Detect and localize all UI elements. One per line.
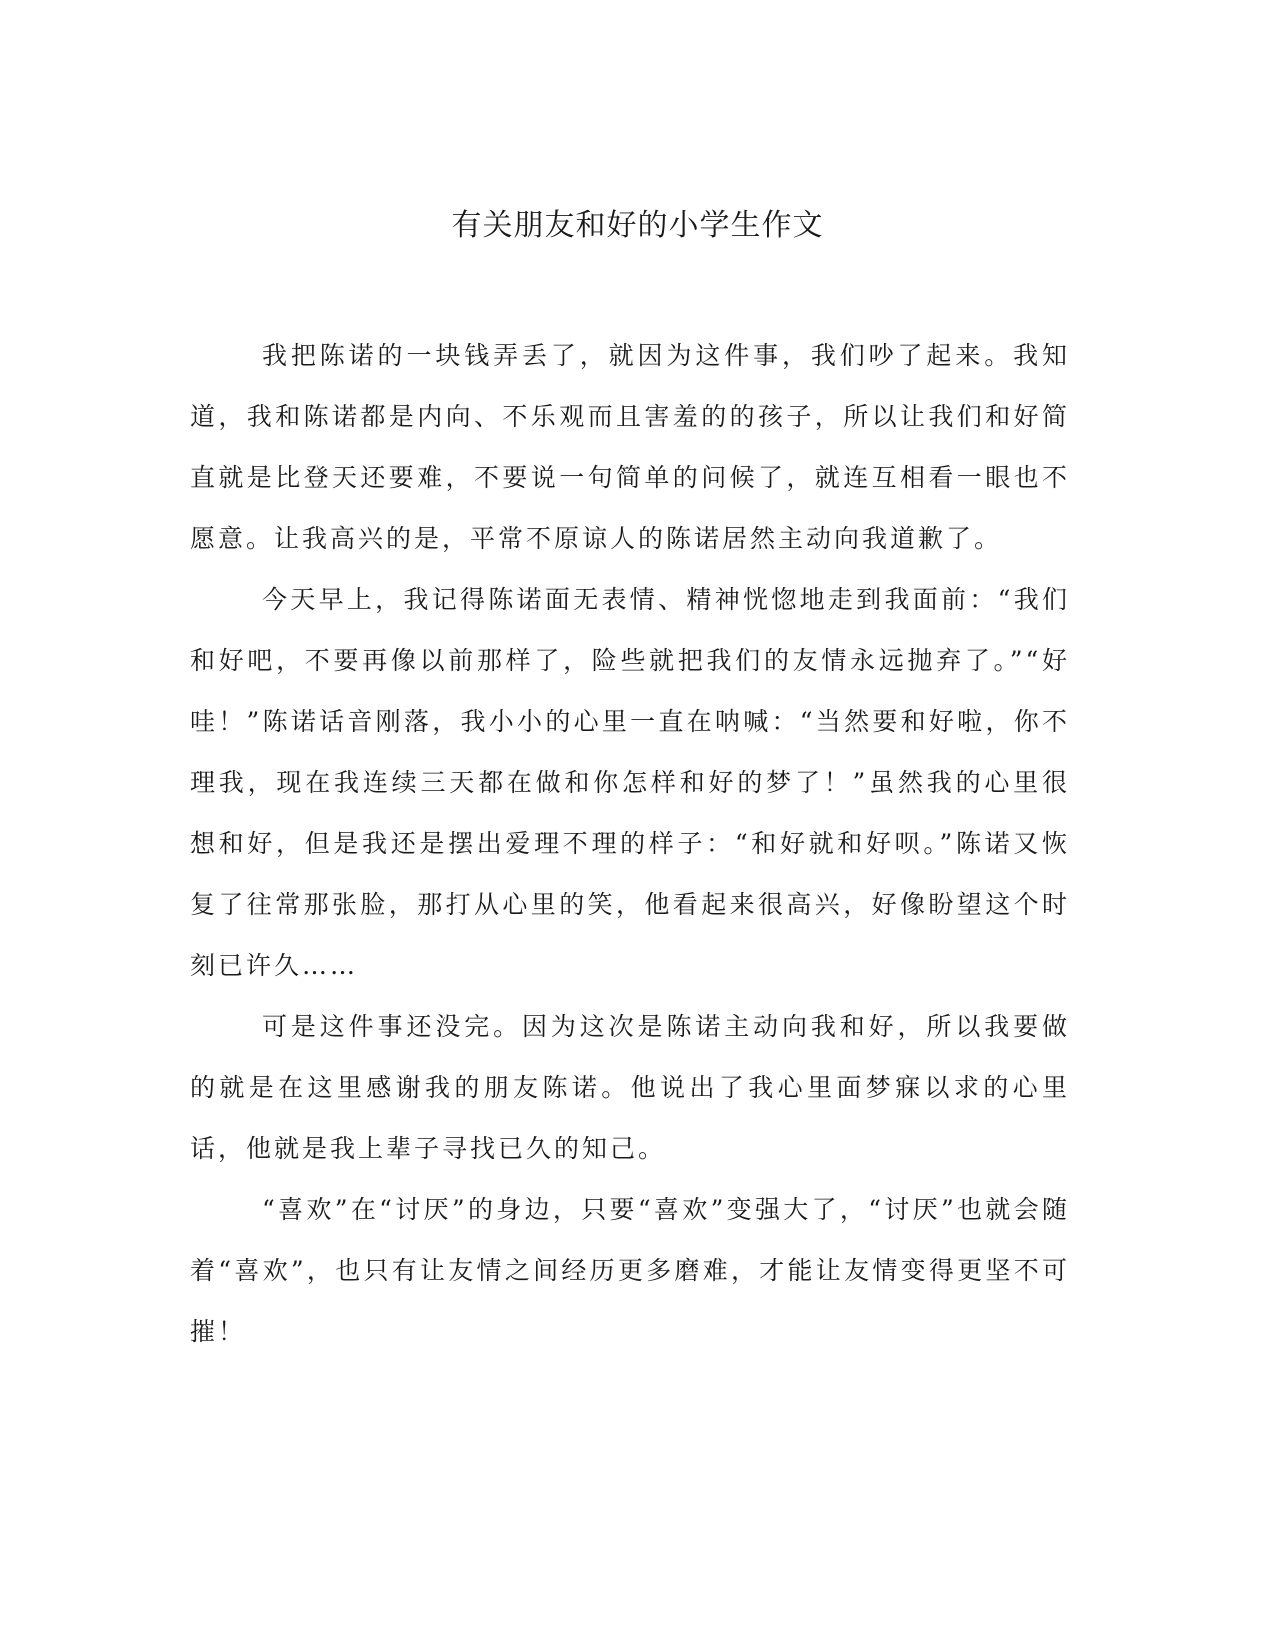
- document-title: 有关朋友和好的小学生作文: [451, 208, 824, 243]
- document-body: [190, 325, 1070, 1362]
- paragraph-1: 我把陈诺的一块钱弄丢了，就因为这件事，我们吵了起来。我知道，我和陈诺都是内向、不乐观而且害羞的的孩子，所以让我们和好简直就是比登天还要难，不要说一句简单的问候了，就连互相看一眼也不愿意。让我高兴的是，平常不原谅人的陈诺居然主动向我道歉了。: [190, 341, 1070, 553]
- paragraph-3: 可是这件事还没完。因为这次是陈诺主动向我和好，所以我要做的就是在这里感谢我的朋友陈诺。他说出了我心里面梦寐以求的心里话，他就是我上辈子寻找已久的知己。: [190, 1012, 1070, 1163]
- paragraph-2: 今天早上，我记得陈诺面无表情、精神恍惚地走到我面前：“我们和好吧，不要再像以前那样了，险些就把我们的友情永远抛弃了。”“好哇！”陈诺话音刚落，我小小的心里一直在呐喊：“当然要和好啦，你不理我，现在我连续三天都在做和你怎样和好的梦了！”虽然我的心里很想和好，但是我还是摆出爱理不理的样子：“和好就和好呗。”陈诺又恢复了往常那张脸，那打从心里的笑，他看起来很高兴，好像盼望这个时刻已许久……: [190, 585, 1070, 980]
- paragraph-4: “喜欢”在“讨厌”的身边，只要“喜欢”变强大了，“讨厌”也就会随着“喜欢”，也只有让友情之间经历更多磨难，才能让友情变得更坚不可摧！: [190, 1195, 1070, 1346]
